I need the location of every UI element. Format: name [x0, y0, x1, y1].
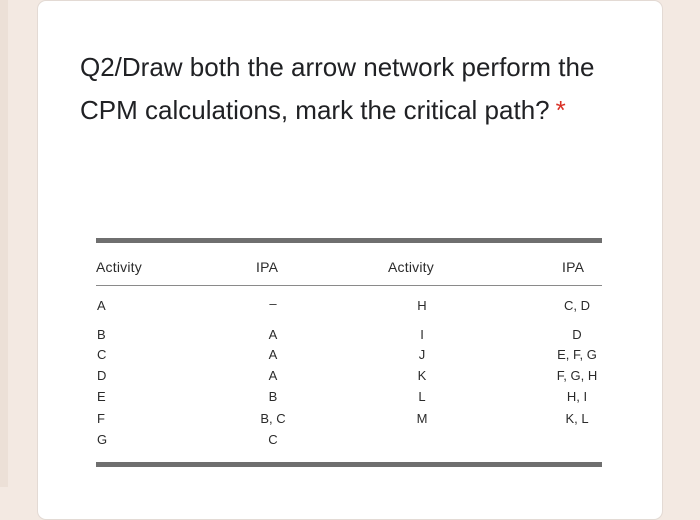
required-asterisk: *	[555, 95, 566, 125]
header-activity-right: Activity	[388, 259, 434, 275]
table-cell: F, G, H	[556, 368, 598, 383]
header-ipa-left: IPA	[256, 259, 279, 275]
table-top-rule	[96, 238, 602, 243]
table-cell: F	[97, 411, 105, 426]
table-cell: B, C	[260, 411, 286, 426]
table-cell: K	[417, 368, 427, 383]
table-cell: C	[97, 347, 107, 362]
table-cell: E, F, G	[557, 347, 597, 362]
question-title	[80, 46, 640, 132]
table-cell: A	[268, 368, 278, 383]
table-cell: A	[268, 327, 278, 342]
table-cell: –	[269, 296, 277, 311]
table-cell: H	[417, 298, 427, 313]
table-cell: K, L	[565, 411, 589, 426]
table-cell: C, D	[564, 298, 590, 313]
header-activity-left: Activity	[96, 259, 142, 275]
table-cell: B	[268, 389, 278, 404]
table-cell: J	[418, 347, 426, 362]
table-cell: D	[572, 327, 582, 342]
table-cell: L	[418, 389, 426, 404]
table-cell: B	[97, 327, 106, 342]
table-cell: E	[97, 389, 106, 404]
table-cell: G	[97, 432, 108, 447]
table-cell: M	[416, 411, 428, 426]
table-cell: C	[268, 432, 278, 447]
table-cell: D	[97, 368, 107, 383]
table-bottom-rule	[96, 462, 602, 467]
table-cell: A	[97, 298, 106, 313]
question-text: Q2/Draw both the arrow network perform the CPM calculations, mark the critical path?	[80, 52, 595, 125]
table-cell: A	[268, 347, 278, 362]
header-ipa-right: IPA	[562, 259, 585, 275]
table-header-rule	[96, 285, 602, 286]
table-cell: H, I	[566, 389, 588, 404]
page-edge-strip	[0, 0, 8, 487]
table-cell: I	[420, 327, 424, 342]
